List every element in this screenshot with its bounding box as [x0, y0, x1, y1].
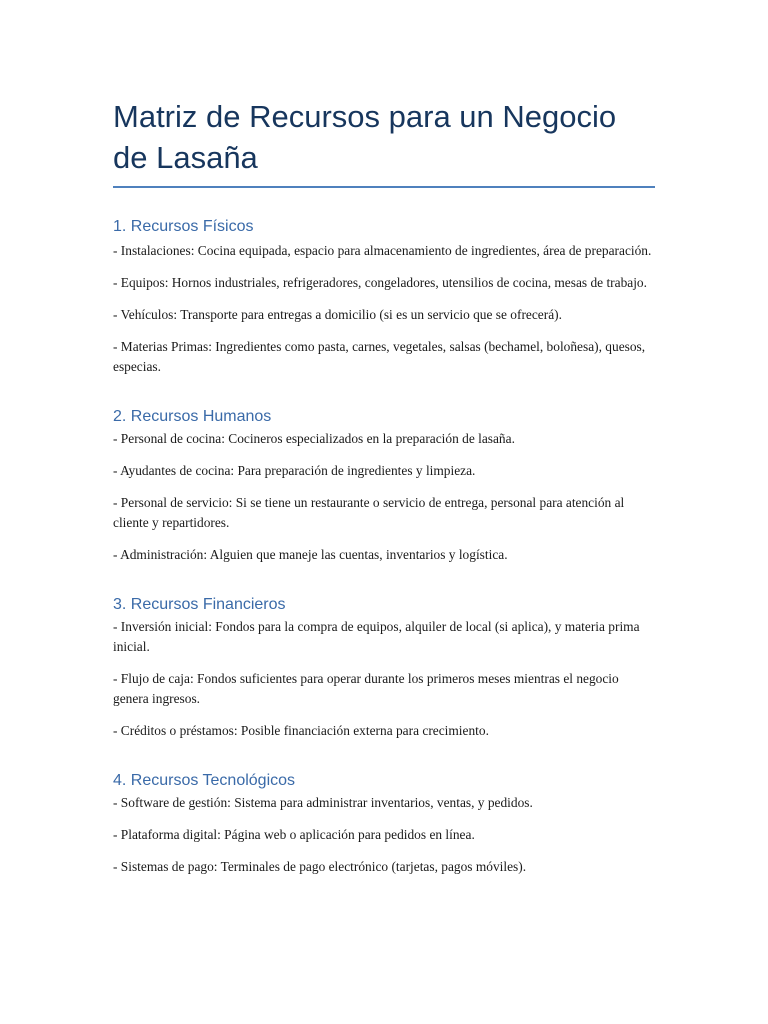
- section-heading: 3. Recursos Financieros: [113, 596, 286, 613]
- section-recursos-tecnologicos: [113, 771, 655, 877]
- list-item: - Equipos: Hornos industriales, refrigeradores, congeladores, utensilios de cocina, mesas de trabajo.: [113, 275, 647, 290]
- list-item: - Software de gestión: Sistema para administrar inventarios, ventas, y pedidos.: [113, 795, 533, 810]
- list-item: - Sistemas de pago: Terminales de pago electrónico (tarjetas, pagos móviles).: [113, 859, 527, 874]
- list-item: - Administración: Alguien que maneje las cuentas, inventarios y logística.: [113, 547, 508, 562]
- list-item: - Plataforma digital: Página web o aplicación para pedidos en línea.: [113, 827, 475, 842]
- list-item: - Materias Primas: Ingredientes como pasta, carnes, vegetales, salsas (bechamel, boloñesa), quesos, especias.: [113, 339, 646, 374]
- list-item: - Ayudantes de cocina: Para preparación de ingredientes y limpieza.: [113, 463, 476, 478]
- list-item: - Flujo de caja: Fondos suficientes para operar durante los primeros meses mientras el negocio genera ingresos.: [113, 671, 619, 706]
- list-item: - Personal de servicio: Si se tiene un restaurante o servicio de entrega, personal para atención al cliente y repartidores.: [113, 495, 625, 530]
- document-title: Matriz de Recursos para un Negocio de Lasaña: [113, 96, 655, 188]
- document-page: [113, 96, 655, 877]
- section-recursos-fisicos: [113, 217, 655, 377]
- section-recursos-humanos: [113, 407, 655, 565]
- list-item: - Personal de cocina: Cocineros especializados en la preparación de lasaña.: [113, 431, 515, 446]
- list-item: - Inversión inicial: Fondos para la compra de equipos, alquiler de local (si aplica), y materia prima inicial.: [113, 619, 640, 654]
- section-heading: 1. Recursos Físicos: [113, 218, 254, 235]
- section-heading: 2. Recursos Humanos: [113, 408, 272, 425]
- list-item: - Créditos o préstamos: Posible financiación externa para crecimiento.: [113, 723, 489, 738]
- section-heading: 4. Recursos Tecnológicos: [113, 772, 296, 789]
- list-item: - Vehículos: Transporte para entregas a domicilio (si es un servicio que se ofrecerá).: [113, 307, 562, 322]
- list-item: - Instalaciones: Cocina equipada, espacio para almacenamiento de ingredientes, área de preparación.: [113, 243, 652, 258]
- section-recursos-financieros: [113, 595, 655, 741]
